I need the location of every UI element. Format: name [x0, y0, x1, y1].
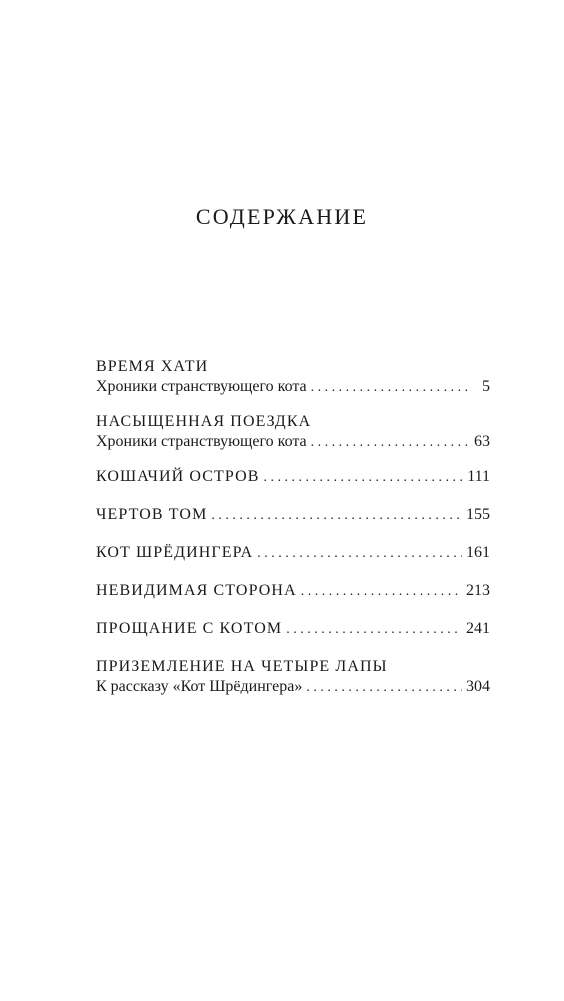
toc-entry-heading: КОТ ШРЁДИНГЕРА [96, 544, 254, 561]
toc-entry-line [96, 543, 490, 564]
dot-leader [264, 468, 464, 488]
toc-entry-line [96, 505, 490, 526]
dot-leader [301, 582, 462, 602]
toc-entry-subtitle: К рассказу «Кот Шрёдингера» [96, 678, 303, 695]
dot-leader [257, 544, 462, 564]
toc-entry-line [96, 377, 490, 398]
toc-entry-subtitle: Хроники странствующего кота [96, 378, 307, 395]
toc-page-number: 63 [474, 433, 490, 450]
toc-page-number: 304 [466, 678, 490, 695]
toc-entry-heading: ПРОЩАНИЕ С КОТОМ [96, 620, 283, 637]
toc-entry [96, 581, 490, 602]
toc-entry-heading: НАСЫЩЕННАЯ ПОЕЗДКА [96, 413, 312, 430]
toc-page-number: 213 [466, 582, 490, 599]
toc-entry [96, 412, 490, 453]
toc-entry-heading: ВРЕМЯ ХАТИ [96, 358, 209, 375]
toc-entry [96, 467, 490, 488]
toc-entry-heading: ПРИЗЕМЛЕНИЕ НА ЧЕТЫРЕ ЛАПЫ [96, 658, 388, 675]
toc-entry-subtitle: Хроники странствующего кота [96, 433, 307, 450]
dot-leader [286, 620, 462, 640]
toc-page-number: 155 [466, 506, 490, 523]
toc-entry-heading: ЧЕРТОВ ТОМ [96, 506, 208, 523]
toc-entry [96, 357, 490, 398]
toc-entry-heading: НЕВИДИМАЯ СТОРОНА [96, 582, 297, 599]
dot-leader [311, 378, 472, 398]
toc-entry-line [96, 581, 490, 602]
toc-entry-line [96, 619, 490, 640]
dot-leader [311, 433, 470, 453]
toc-entry-line [96, 467, 490, 488]
toc-entry [96, 657, 490, 698]
toc-entry-line [96, 677, 490, 698]
toc-page-number: 111 [467, 468, 490, 485]
page-title: СОДЕРЖАНИЕ [195, 204, 369, 229]
toc-page-number: 241 [466, 620, 490, 637]
toc-entry [96, 619, 490, 640]
toc-entry-line [96, 432, 490, 453]
toc-page-number: 5 [482, 378, 490, 395]
dot-leader [306, 678, 462, 698]
toc-entry [96, 543, 490, 564]
toc-entry-heading: КОШАЧИЙ ОСТРОВ [96, 468, 260, 485]
table-of-contents [96, 357, 490, 712]
dot-leader [211, 506, 462, 526]
toc-page-number: 161 [466, 544, 490, 561]
toc-entry [96, 505, 490, 526]
